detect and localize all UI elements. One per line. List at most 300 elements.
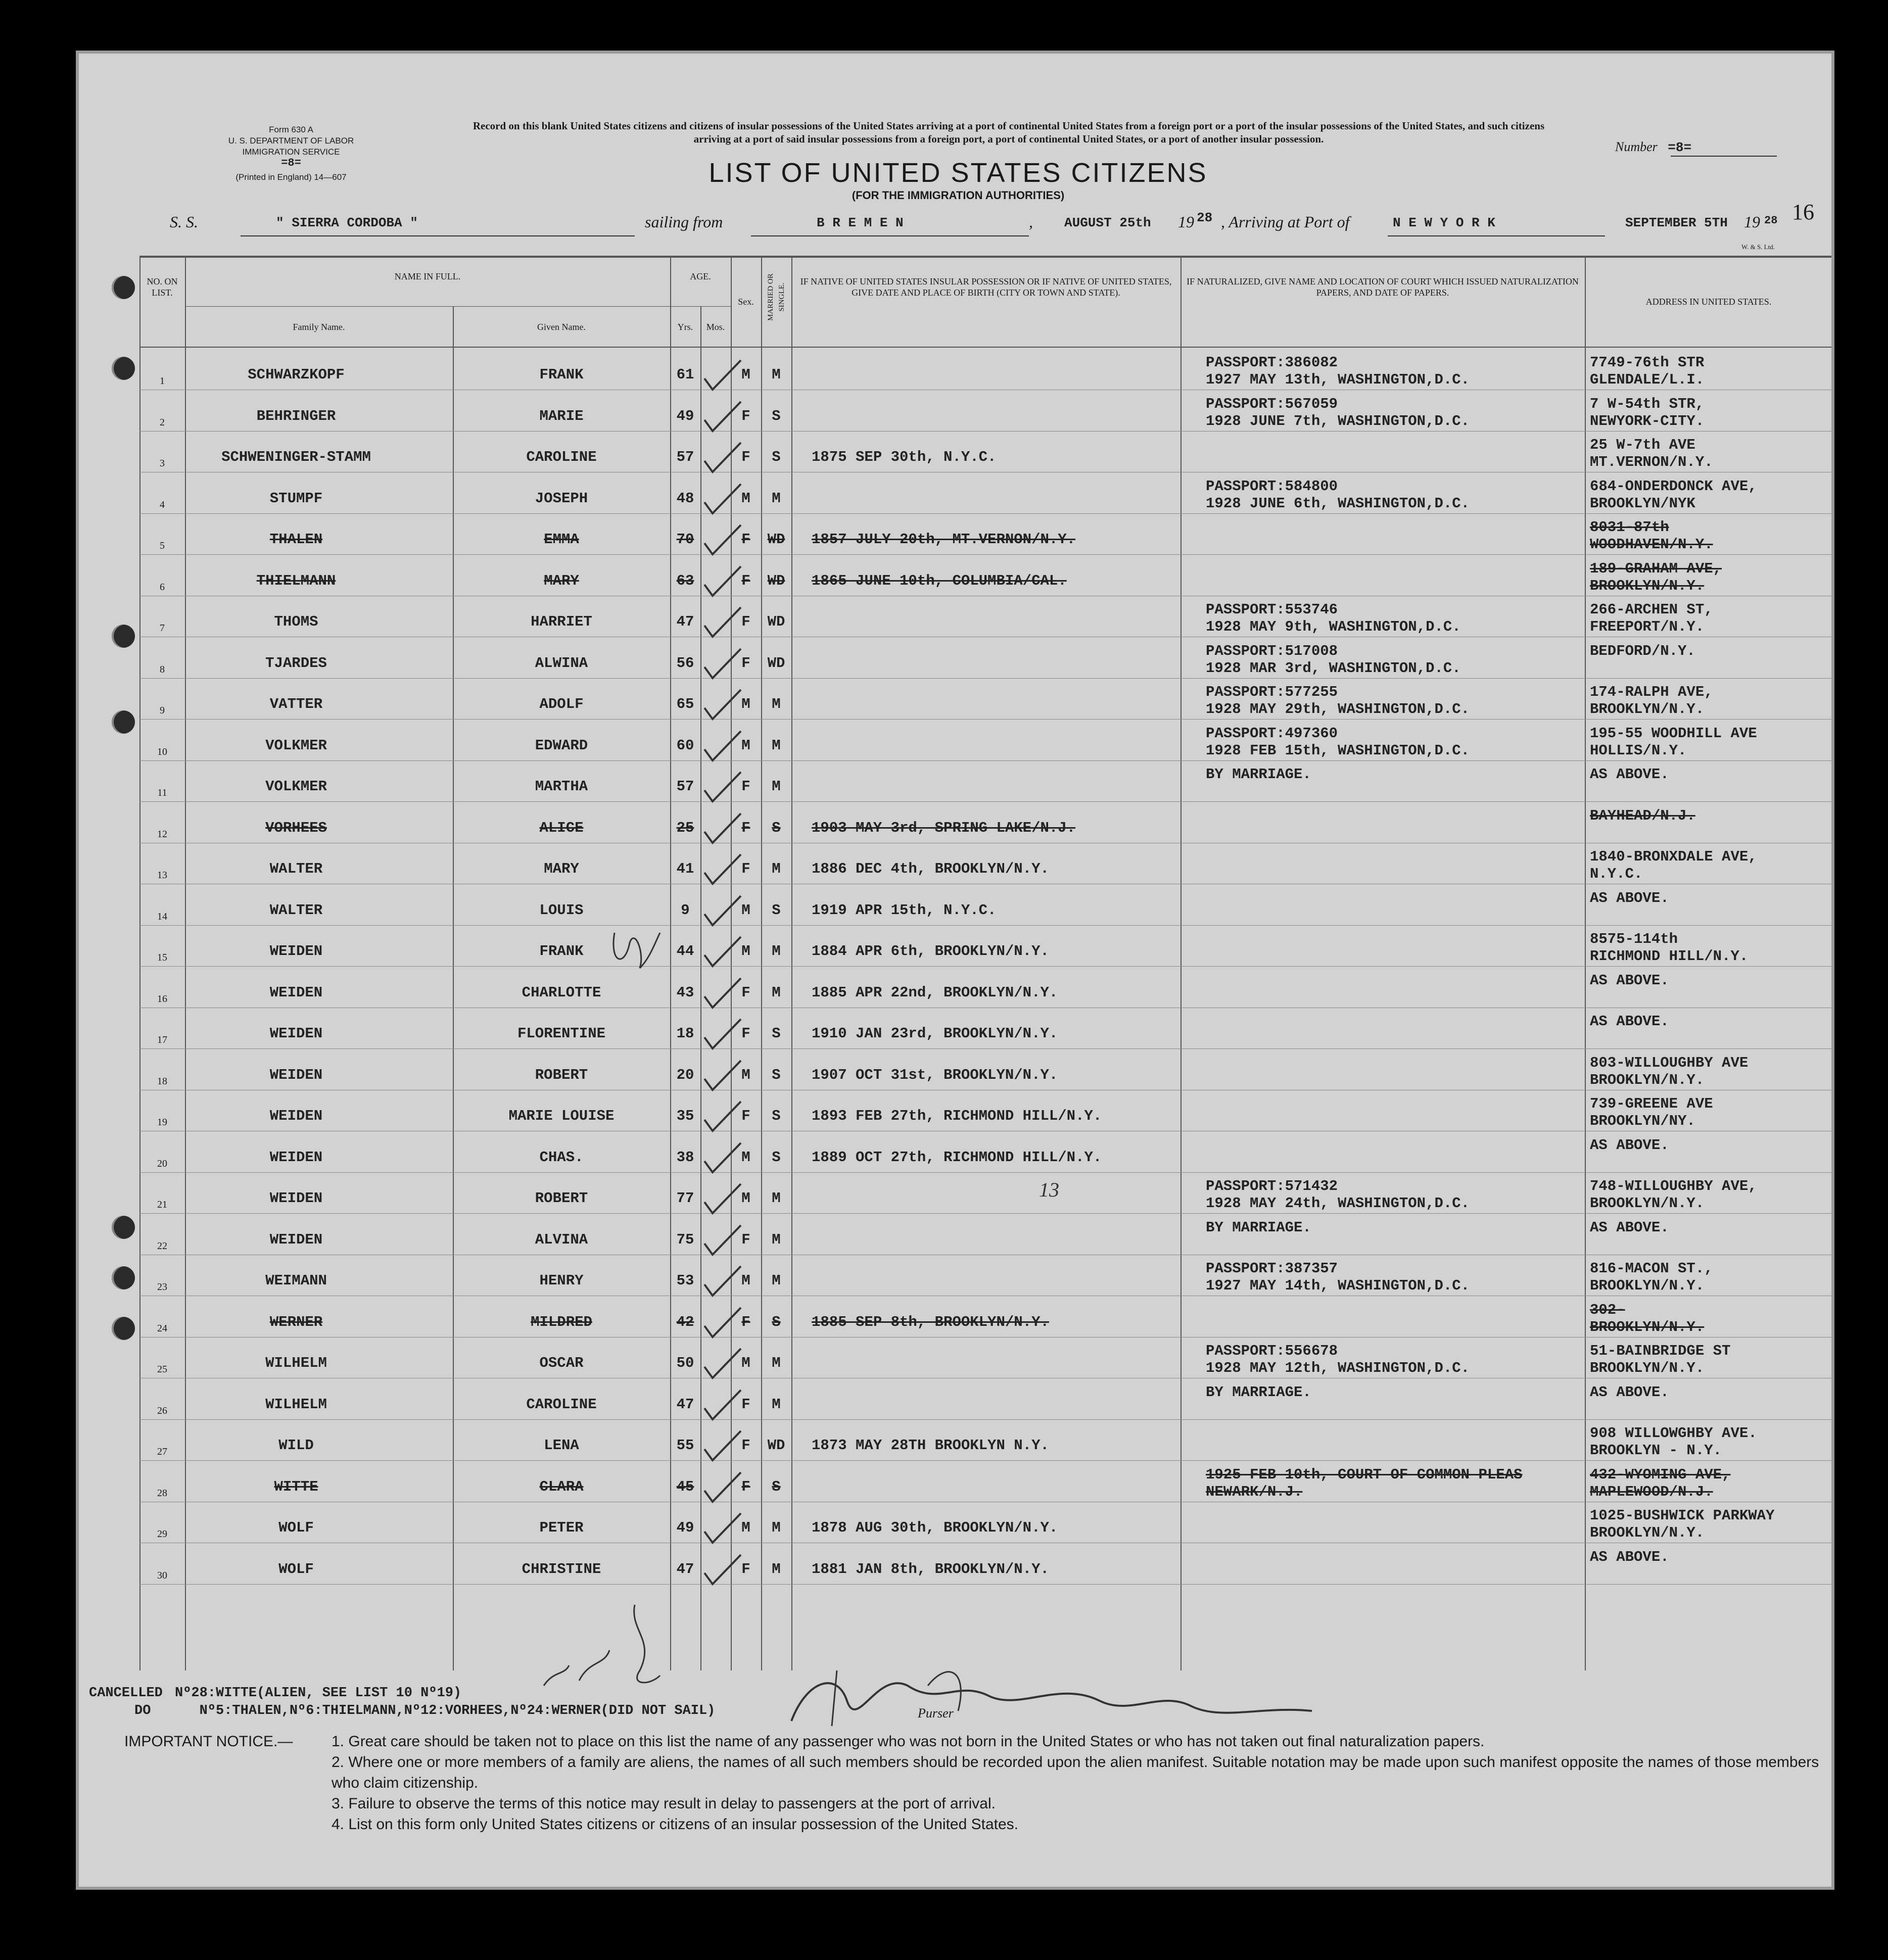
signature bbox=[776, 1650, 1332, 1736]
address-line2: HOLLIS/N.Y. bbox=[1590, 742, 1687, 759]
family-name: WERNER bbox=[269, 1313, 323, 1330]
comma: , bbox=[1029, 213, 1033, 231]
row-number: 27 bbox=[157, 1446, 167, 1457]
marital-status: M bbox=[772, 1396, 781, 1413]
family-name: THALEN bbox=[269, 531, 323, 548]
sex: F bbox=[741, 1313, 750, 1330]
birth-info: 1903 MAY 3rd, SPRING LAKE/N.J. bbox=[812, 819, 1076, 836]
birth-info: 1885 APR 22nd, BROOKLYN/N.Y. bbox=[812, 984, 1058, 1001]
address-line1: 195-55 WOODHILL AVE bbox=[1590, 725, 1757, 742]
address-line2: NEWYORK-CITY. bbox=[1590, 412, 1705, 429]
address-line1: BAYHEAD/N.J. bbox=[1590, 807, 1695, 824]
address-line2: BROOKLYN/N.Y. bbox=[1590, 1524, 1705, 1541]
marital-status: WD bbox=[767, 531, 785, 548]
family-name: TJARDES bbox=[265, 654, 327, 672]
age-years: 65 bbox=[676, 696, 694, 712]
arrival-year-prefix: 19 bbox=[1744, 213, 1760, 231]
age-years: 48 bbox=[676, 490, 694, 507]
check-mark bbox=[700, 647, 746, 682]
do-label: DO bbox=[134, 1703, 151, 1718]
address-line1: 803-WILLOUGHBY AVE bbox=[1590, 1054, 1749, 1071]
sailing-label: sailing from bbox=[645, 213, 723, 231]
marital-status: M bbox=[772, 1231, 781, 1248]
address-line2: BROOKLYN/N.Y. bbox=[1590, 577, 1705, 594]
printer-mark: W. & S. Ltd. bbox=[1741, 243, 1775, 251]
given-name: CAROLINE bbox=[526, 1396, 597, 1413]
birth-info: 1875 SEP 30th, N.Y.C. bbox=[812, 449, 997, 465]
family-name: WEIDEN bbox=[269, 1025, 323, 1042]
age-years: 56 bbox=[676, 654, 694, 672]
address-line1: 51-BAINBRIDGE ST bbox=[1590, 1343, 1731, 1359]
sex: F bbox=[741, 531, 750, 548]
departure-port: B R E M E N bbox=[817, 215, 904, 230]
row-number: 23 bbox=[157, 1281, 167, 1293]
address-line2: GLENDALE/L.I. bbox=[1590, 371, 1705, 388]
birth-info: 1885 SEP 8th, BROOKLYN/N.Y. bbox=[812, 1313, 1049, 1330]
col-line bbox=[1585, 256, 1586, 1670]
given-name: MILDRED bbox=[531, 1313, 592, 1330]
age-years: 70 bbox=[676, 531, 694, 548]
given-name: MARIE LOUISE bbox=[508, 1108, 615, 1124]
address-line1: AS ABOVE. bbox=[1590, 1136, 1669, 1154]
row-number: 16 bbox=[157, 993, 167, 1005]
address-line2: BROOKLYN/N.Y. bbox=[1590, 1195, 1705, 1212]
birth-info: 1884 APR 6th, BROOKLYN/N.Y. bbox=[812, 943, 1049, 960]
sex: F bbox=[741, 1231, 750, 1248]
family-name: VOLKMER bbox=[265, 778, 327, 795]
col-line bbox=[185, 256, 186, 1670]
family-name: WEIDEN bbox=[269, 1231, 323, 1248]
given-name: EDWARD bbox=[535, 737, 588, 754]
row-number: 11 bbox=[157, 787, 167, 798]
form-code: =8= bbox=[281, 157, 301, 169]
family-name: VORHEES bbox=[265, 819, 327, 836]
check-mark bbox=[700, 1141, 746, 1176]
row-divider bbox=[139, 760, 1832, 761]
family-name: WEIDEN bbox=[269, 984, 323, 1001]
address-line1: 25 W-7th AVE bbox=[1590, 437, 1695, 453]
row-number: 14 bbox=[157, 911, 167, 922]
age-years: 60 bbox=[676, 737, 694, 754]
sex: M bbox=[741, 1519, 750, 1536]
number-underline bbox=[1671, 156, 1777, 157]
naturalization-line1: PASSPORT:497360 bbox=[1206, 725, 1338, 742]
marital-status: WD bbox=[767, 654, 785, 672]
given-name: MARTHA bbox=[535, 778, 588, 795]
age-years: 49 bbox=[676, 407, 694, 424]
col-line bbox=[670, 256, 671, 1670]
given-name: ADOLF bbox=[539, 696, 584, 712]
row-number: 8 bbox=[160, 663, 165, 675]
row-number: 9 bbox=[160, 705, 165, 716]
row-number: 3 bbox=[160, 458, 165, 469]
age-years: 18 bbox=[676, 1025, 694, 1042]
header-name-in-full: NAME IN FULL. bbox=[394, 271, 461, 281]
age-years: 57 bbox=[676, 449, 694, 465]
cancelled-note bbox=[89, 1686, 461, 1701]
punch-hole bbox=[112, 357, 135, 380]
address-line2: FREEPORT/N.Y. bbox=[1590, 618, 1705, 635]
check-mark bbox=[700, 770, 746, 805]
birth-info: 1881 JAN 8th, BROOKLYN/N.Y. bbox=[812, 1560, 1049, 1577]
naturalization-line1: PASSPORT:387357 bbox=[1206, 1260, 1338, 1277]
naturalization-line1: PASSPORT:556678 bbox=[1206, 1343, 1338, 1359]
sex: M bbox=[741, 737, 750, 754]
sex: F bbox=[741, 1437, 750, 1454]
sex: F bbox=[741, 1478, 750, 1495]
family-name: BEHRINGER bbox=[256, 407, 336, 424]
subheader-line bbox=[185, 306, 731, 307]
age-years: 57 bbox=[676, 778, 694, 795]
check-mark bbox=[700, 482, 746, 517]
given-name: ROBERT bbox=[535, 1190, 588, 1207]
address-line2: BROOKLYN/N.Y. bbox=[1590, 1318, 1705, 1335]
address-line1: BEDFORD/N.Y. bbox=[1590, 642, 1695, 659]
header-bottom-border bbox=[139, 347, 1832, 348]
address-line1: 432-WYOMING AVE, bbox=[1590, 1466, 1731, 1483]
age-years: 47 bbox=[676, 1396, 694, 1413]
row-number: 28 bbox=[157, 1487, 167, 1499]
address-line1: 816-MACON ST., bbox=[1590, 1260, 1713, 1277]
given-name: ROBERT bbox=[535, 1066, 588, 1083]
birth-info: 1886 DEC 4th, BROOKLYN/N.Y. bbox=[812, 861, 1049, 877]
marital-status: S bbox=[772, 1478, 781, 1495]
row-divider bbox=[139, 1584, 1832, 1585]
sex: F bbox=[741, 861, 750, 877]
family-name: SCHWENINGER-STAMM bbox=[221, 449, 371, 465]
row-number: 7 bbox=[160, 623, 165, 634]
sex: F bbox=[741, 819, 750, 836]
form-number: Form 630 A bbox=[269, 125, 313, 134]
address-line1: 748-WILLOUGHBY AVE, bbox=[1590, 1178, 1757, 1194]
check-mark bbox=[700, 1511, 746, 1547]
port-underline bbox=[751, 235, 1029, 236]
row-number: 25 bbox=[157, 1364, 167, 1375]
check-mark bbox=[700, 811, 746, 847]
age-years: 47 bbox=[676, 613, 694, 630]
check-mark bbox=[700, 1017, 746, 1053]
row-divider bbox=[139, 1460, 1832, 1461]
marital-status: M bbox=[772, 943, 781, 960]
header-address: ADDRESS IN UNITED STATES. bbox=[1645, 297, 1772, 307]
family-name: STUMPF bbox=[269, 490, 323, 507]
given-name: CHRISTINE bbox=[522, 1560, 601, 1577]
given-name: EMMA bbox=[544, 531, 579, 548]
given-name: HARRIET bbox=[531, 613, 592, 630]
check-mark bbox=[700, 894, 746, 929]
row-divider bbox=[139, 966, 1832, 967]
punch-hole bbox=[112, 625, 135, 648]
birth-info: 1907 OCT 31st, BROOKLYN/N.Y. bbox=[812, 1066, 1058, 1083]
col-line bbox=[761, 256, 762, 1670]
sex: F bbox=[741, 1025, 750, 1042]
marital-status: S bbox=[772, 901, 781, 919]
address-line1: 302- bbox=[1590, 1301, 1625, 1318]
handwritten-number: 13 bbox=[1039, 1178, 1059, 1201]
marital-status: S bbox=[772, 1108, 781, 1124]
address-line1: 1025-BUSHWICK PARKWAY bbox=[1590, 1507, 1775, 1524]
address-line1: 908 WILLOWGHBY AVE. bbox=[1590, 1425, 1757, 1442]
marital-status: S bbox=[772, 1025, 781, 1042]
naturalization-line1: BY MARRIAGE. bbox=[1206, 766, 1311, 783]
check-mark bbox=[700, 523, 746, 558]
row-divider bbox=[139, 1419, 1832, 1420]
arrival-port: N E W Y O R K bbox=[1393, 215, 1495, 230]
address-line2: N.Y.C. bbox=[1590, 866, 1643, 882]
check-mark bbox=[700, 729, 746, 764]
handwritten-mark bbox=[604, 923, 665, 978]
header-given-name: Given Name. bbox=[537, 322, 586, 332]
family-name: WEIDEN bbox=[269, 943, 323, 960]
address-line2: BROOKLYN/N.Y. bbox=[1590, 1071, 1705, 1088]
marital-status: S bbox=[772, 819, 781, 836]
marital-status: M bbox=[772, 366, 781, 383]
arrival-year-suffix: 28 bbox=[1764, 214, 1778, 227]
marital-status: S bbox=[772, 1066, 781, 1083]
given-name: CLARA bbox=[539, 1478, 584, 1495]
marital-status: S bbox=[772, 1313, 781, 1330]
naturalization-line2: 1928 JUNE 6th, WASHINGTON,D.C. bbox=[1206, 495, 1470, 512]
sex: M bbox=[741, 901, 750, 919]
notice-item: 4. List on this form only United States citizens or citizens of an insular possession of the United States. bbox=[332, 1816, 1019, 1833]
arrival-underline bbox=[1388, 235, 1605, 236]
naturalization-line2: 1928 MAY 29th, WASHINGTON,D.C. bbox=[1206, 701, 1470, 718]
sex: F bbox=[741, 407, 750, 424]
cancelled-label: CANCELLED bbox=[89, 1686, 163, 1701]
naturalization-line1: PASSPORT:517008 bbox=[1206, 642, 1338, 659]
row-number: 6 bbox=[160, 581, 165, 593]
row-number: 29 bbox=[157, 1528, 167, 1540]
age-years: 9 bbox=[681, 901, 690, 919]
ship-name: " SIERRA CORDOBA " bbox=[276, 215, 418, 230]
given-name: JOSEPH bbox=[535, 490, 588, 507]
arriving-label: , Arriving at Port of bbox=[1221, 213, 1350, 231]
marital-status: M bbox=[772, 1560, 781, 1577]
family-name: WEIDEN bbox=[269, 1190, 323, 1207]
birth-info: 1889 OCT 27th, RICHMOND HILL/N.Y. bbox=[812, 1149, 1102, 1166]
age-years: 42 bbox=[676, 1313, 694, 1330]
age-years: 75 bbox=[676, 1231, 694, 1248]
row-divider bbox=[139, 925, 1832, 926]
row-divider bbox=[139, 719, 1832, 720]
header-married-single: MARRIED OR SINGLE. bbox=[767, 273, 786, 321]
marital-status: M bbox=[772, 1190, 781, 1207]
manifest-table bbox=[139, 256, 1832, 1670]
row-number: 19 bbox=[157, 1117, 167, 1128]
given-name: FRANK bbox=[539, 943, 584, 960]
do-note bbox=[134, 1703, 715, 1718]
address-line1: 8575-114th bbox=[1590, 931, 1678, 947]
address-line1: 7 W-54th STR, bbox=[1590, 395, 1705, 412]
notice-label: IMPORTANT NOTICE.— bbox=[124, 1733, 293, 1750]
service-name: IMMIGRATION SERVICE bbox=[242, 147, 340, 157]
marital-status: S bbox=[772, 1149, 781, 1166]
marital-status: WD bbox=[767, 1437, 785, 1454]
header-family-name: Family Name. bbox=[293, 322, 345, 332]
sex: M bbox=[741, 366, 750, 383]
given-name: MARIE bbox=[539, 407, 584, 424]
check-mark bbox=[700, 935, 746, 970]
age-years: 77 bbox=[676, 1190, 694, 1207]
birth-info: 1919 APR 15th, N.Y.C. bbox=[812, 901, 997, 919]
family-name: WILHELM bbox=[265, 1355, 327, 1371]
marital-status: WD bbox=[767, 613, 785, 630]
page-number: 16 bbox=[1792, 200, 1814, 224]
address-line1: 739-GREENE AVE bbox=[1590, 1095, 1713, 1112]
given-name: MARY bbox=[544, 861, 579, 877]
check-mark bbox=[700, 605, 746, 641]
sex: F bbox=[741, 654, 750, 672]
family-name: WILD bbox=[278, 1437, 314, 1454]
header-age: AGE. bbox=[690, 271, 711, 281]
address-line2: BROOKLYN - N.Y. bbox=[1590, 1442, 1722, 1459]
given-name: ALWINA bbox=[535, 654, 588, 672]
address-line1: 8031-87th bbox=[1590, 519, 1669, 536]
marital-status: WD bbox=[767, 572, 785, 589]
purser-label: Purser bbox=[918, 1706, 954, 1720]
row-divider bbox=[139, 678, 1832, 679]
family-name: WALTER bbox=[269, 901, 323, 919]
check-mark bbox=[700, 441, 746, 476]
birth-info: 1893 FEB 27th, RICHMOND HILL/N.Y. bbox=[812, 1108, 1102, 1124]
address-line1: AS ABOVE. bbox=[1590, 1383, 1669, 1401]
row-number: 30 bbox=[157, 1569, 167, 1581]
age-years: 47 bbox=[676, 1560, 694, 1577]
address-line2: BROOKLYN/N.Y. bbox=[1590, 701, 1705, 718]
given-name: CAROLINE bbox=[526, 449, 597, 465]
department-name: U. S. DEPARTMENT OF LABOR bbox=[228, 136, 354, 146]
row-number: 26 bbox=[157, 1405, 167, 1416]
sex: F bbox=[741, 1108, 750, 1124]
cancelled-text: Nº28:WITTE(ALIEN, SEE LIST 10 Nº19) bbox=[175, 1686, 462, 1701]
handwritten-initials bbox=[534, 1600, 675, 1701]
sex: F bbox=[741, 572, 750, 589]
record-instructions: Record on this blank United States citizens and citizens of insular possessions of the United States arriving at a port of continental United States from a foreign port or a port of the insular possessions of the United States, and such citizens arriving at a port of said insular possessions from a foreign port, a port of continental United States, or a port of another insular possession. bbox=[473, 120, 1545, 145]
address-line1: AS ABOVE. bbox=[1590, 1013, 1669, 1030]
family-name: WOLF bbox=[278, 1519, 314, 1536]
header-months: Mos. bbox=[706, 322, 725, 332]
family-name: WALTER bbox=[269, 861, 323, 877]
given-name: PETER bbox=[539, 1519, 584, 1536]
col-line bbox=[1181, 256, 1182, 1670]
naturalization-line1: PASSPORT:571432 bbox=[1206, 1178, 1338, 1194]
marital-status: M bbox=[772, 861, 781, 877]
header-no: NO. ON LIST. bbox=[147, 276, 178, 298]
age-years: 38 bbox=[676, 1149, 694, 1166]
naturalization-line1: PASSPORT:577255 bbox=[1206, 684, 1338, 700]
header-years: Yrs. bbox=[677, 322, 693, 332]
age-years: 41 bbox=[676, 861, 694, 877]
ss-label: S. S. bbox=[170, 213, 198, 231]
naturalization-line1: PASSPORT:567059 bbox=[1206, 395, 1338, 412]
naturalization-line2: 1928 MAY 9th, WASHINGTON,D.C. bbox=[1206, 618, 1461, 635]
age-years: 35 bbox=[676, 1108, 694, 1124]
check-mark bbox=[700, 1429, 746, 1464]
year-prefix: 19 bbox=[1178, 213, 1194, 231]
notice-items bbox=[332, 1731, 1832, 1835]
address-line2: MAPLEWOOD/N.J. bbox=[1590, 1483, 1713, 1500]
row-number: 1 bbox=[160, 375, 165, 387]
notice-item: 3. Failure to observe the terms of this notice may result in delay to passengers at the port of arrival. bbox=[332, 1795, 996, 1812]
row-divider bbox=[139, 801, 1832, 802]
do-text: Nº5:THALEN,Nº6:THIELMANN,Nº12:VORHEES,Nº24:WERNER(DID NOT SAIL) bbox=[199, 1703, 716, 1718]
address-line1: AS ABOVE. bbox=[1590, 766, 1669, 783]
sex: F bbox=[741, 778, 750, 795]
family-name: WEIDEN bbox=[269, 1149, 323, 1166]
header-naturalization: IF NATURALIZED, GIVE NAME AND LOCATION OF COURT WHICH ISSUED NATURALIZATION PAPERS, AND DATE OF PAPERS. bbox=[1187, 276, 1579, 298]
birth-info: 1857 JULY 20th, MT.VERNON/N.Y. bbox=[812, 531, 1076, 548]
marital-status: M bbox=[772, 696, 781, 712]
address-line1: AS ABOVE. bbox=[1590, 1548, 1669, 1565]
row-number: 15 bbox=[157, 952, 167, 963]
given-name: ALVINA bbox=[535, 1231, 588, 1248]
row-number: 22 bbox=[157, 1240, 167, 1252]
marital-status: M bbox=[772, 1519, 781, 1536]
col-line bbox=[139, 256, 140, 1670]
address-line2: WOODHAVEN/N.Y. bbox=[1590, 536, 1713, 553]
row-divider bbox=[139, 1213, 1832, 1214]
check-mark bbox=[700, 1388, 746, 1423]
notice-item: 1. Great care should be taken not to place on this list the name of any passenger who was not born in the United States or who has not taken out final naturalization papers. bbox=[332, 1733, 1485, 1750]
check-mark bbox=[700, 976, 746, 1012]
punch-hole bbox=[112, 276, 135, 299]
row-divider bbox=[139, 1048, 1832, 1049]
family-name: SCHWARZKOPF bbox=[248, 366, 345, 383]
family-name: THOMS bbox=[274, 613, 318, 630]
manifest-sheet bbox=[76, 51, 1834, 1890]
address-line2: BROOKLYN/N.Y. bbox=[1590, 1360, 1705, 1376]
check-mark bbox=[700, 358, 746, 394]
row-number: 2 bbox=[160, 416, 165, 428]
row-number: 12 bbox=[157, 828, 167, 840]
punch-hole bbox=[112, 1216, 135, 1239]
given-name: CHARLOTTE bbox=[522, 984, 601, 1001]
age-years: 55 bbox=[676, 1437, 694, 1454]
address-line2: BROOKLYN/N.Y. bbox=[1590, 1277, 1705, 1294]
family-name: WOLF bbox=[278, 1560, 314, 1577]
check-mark bbox=[700, 1306, 746, 1341]
row-divider bbox=[139, 1172, 1832, 1173]
row-divider bbox=[139, 554, 1832, 555]
marital-status: M bbox=[772, 490, 781, 507]
row-divider bbox=[139, 431, 1832, 432]
given-name: ALICE bbox=[539, 819, 584, 836]
sex: F bbox=[741, 449, 750, 465]
address-line1: 266-ARCHEN ST, bbox=[1590, 601, 1713, 618]
punch-hole bbox=[112, 1317, 135, 1340]
sex: M bbox=[741, 696, 750, 712]
birth-info: 1910 JAN 23rd, BROOKLYN/N.Y. bbox=[812, 1025, 1058, 1042]
row-divider bbox=[139, 513, 1832, 514]
row-number: 21 bbox=[157, 1199, 167, 1210]
address-line2: BROOKLYN/NYK bbox=[1590, 495, 1695, 512]
naturalization-line2: 1928 MAR 3rd, WASHINGTON,D.C. bbox=[1206, 659, 1461, 677]
marital-status: M bbox=[772, 1272, 781, 1289]
page-subtitle: (FOR THE IMMIGRATION AUTHORITIES) bbox=[852, 189, 1065, 202]
given-name: OSCAR bbox=[539, 1355, 584, 1371]
row-number: 10 bbox=[157, 746, 167, 757]
naturalization-line2: 1928 MAY 24th, WASHINGTON,D.C. bbox=[1206, 1195, 1470, 1212]
naturalization-line2: 1928 JUNE 7th, WASHINGTON,D.C. bbox=[1206, 412, 1470, 429]
age-years: 63 bbox=[676, 572, 694, 589]
check-mark bbox=[700, 1182, 746, 1217]
address-line1: 684-ONDERDONCK AVE, bbox=[1590, 477, 1757, 495]
sex: M bbox=[741, 1272, 750, 1289]
check-mark bbox=[700, 1470, 746, 1506]
naturalization-line1: PASSPORT:584800 bbox=[1206, 477, 1338, 495]
age-years: 49 bbox=[676, 1519, 694, 1536]
birth-info: 1878 AUG 30th, BROOKLYN/N.Y. bbox=[812, 1519, 1058, 1536]
